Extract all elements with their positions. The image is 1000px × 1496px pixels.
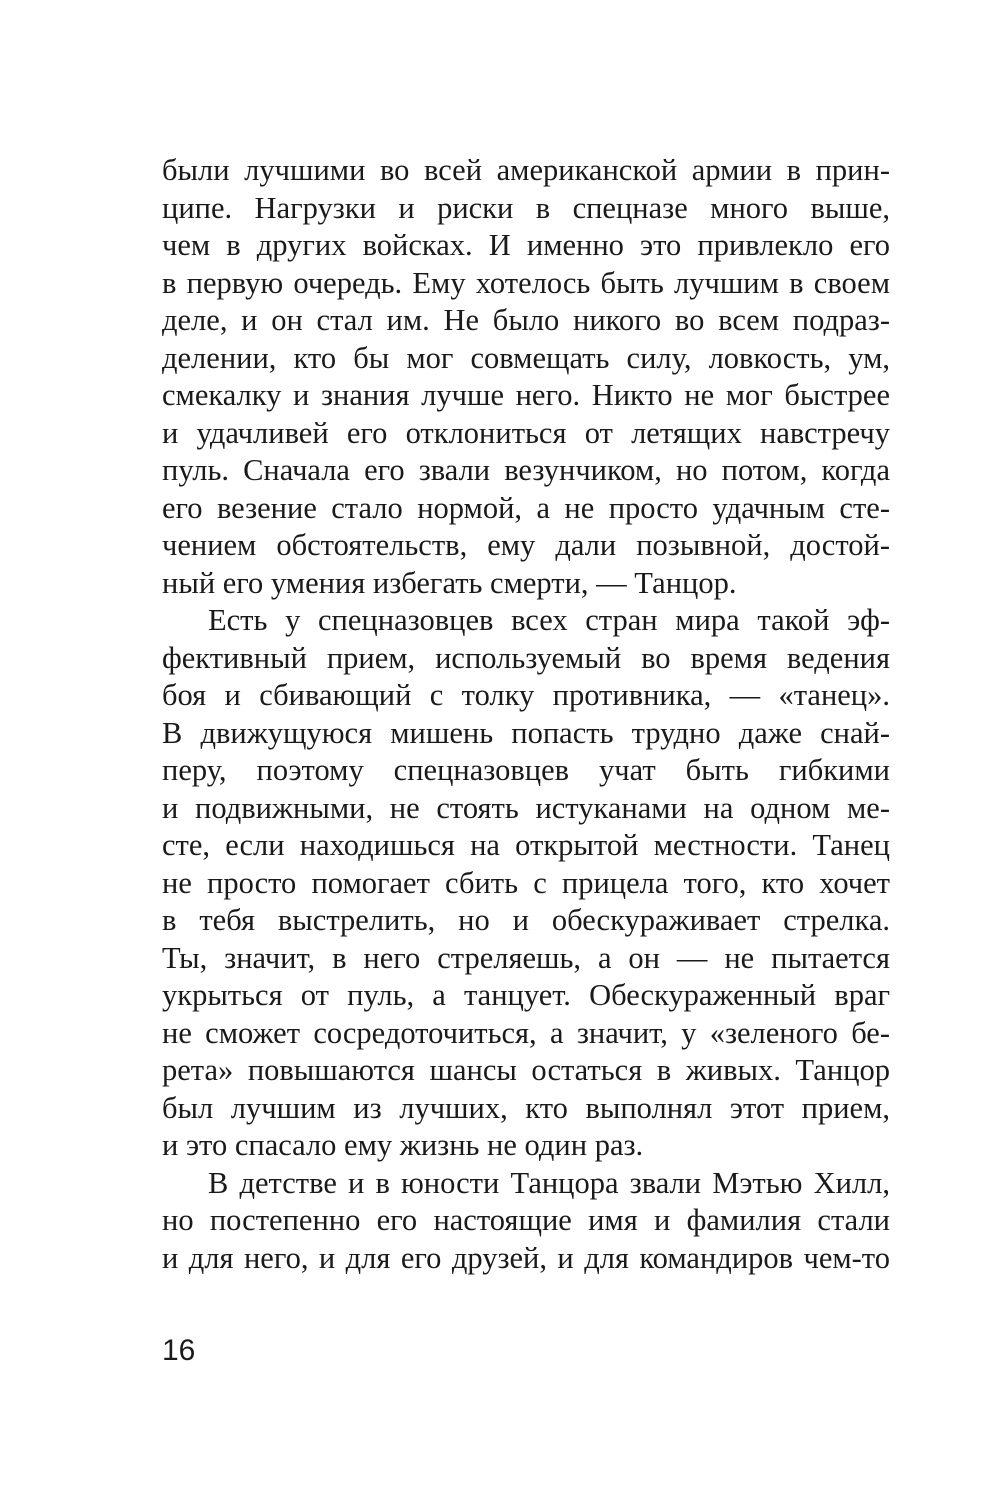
text-line: В движущуюся мишень попасть трудно даже снай- <box>162 715 890 750</box>
text-line: были лучшими во всей американской армии в прин- <box>162 153 890 187</box>
paragraph-end-line: ный его умения избегать смерти, — Танцор. <box>162 565 737 600</box>
text-line: и удачливей его отклониться от летящих навстречу <box>162 415 890 450</box>
text-line: сте, если находишься на открытой местности. Танец <box>162 828 890 862</box>
text-line: смекалку и знания лучше него. Никто не мог быстрее <box>162 378 890 412</box>
text-line: фективный прием, используемый во время ведения <box>162 640 890 675</box>
text-line: перу, поэтому спецназовцев учат быть гибкими <box>162 753 890 787</box>
text-line: в тебя выстрелить, но и обескураживает стрелка. <box>162 903 890 937</box>
text-line: деле, и он стал им. Не было никого во всем подраз- <box>162 303 890 337</box>
text-line: рета» повышаются шансы остаться в живых. Танцор <box>162 1053 890 1087</box>
text-line: но постепенно его настоящие имя и фамилия стали <box>162 1203 890 1237</box>
text-line: пуль. Сначала его звали везунчиком, но потом, когда <box>162 453 890 487</box>
paragraph-start-line: В детстве и в юности Танцора звали Мэтью Хилл, <box>208 1165 890 1200</box>
text-line: ципе. Нагрузки и риски в спецназе много выше, <box>162 190 890 225</box>
paragraph-end-line: и это спасало ему жизнь не один раз. <box>162 1128 644 1162</box>
text-line: укрыться от пуль, а танцует. Обескураженный враг <box>162 978 890 1012</box>
text-line: Ты, значит, в него стреляешь, а он — не пытается <box>162 940 890 975</box>
text-line: и для него, и для его друзей, и для командиров чем-то <box>162 1240 890 1275</box>
text-line: не просто помогает сбить с прицела того, кто хочет <box>162 865 890 900</box>
text-line: боя и сбивающий с толку противника, — «танец». <box>162 678 890 712</box>
text-line: чением обстоятельств, ему дали позывной, достой- <box>162 528 890 562</box>
text-line: и подвижными, не стоять истуканами на одном ме- <box>162 790 890 825</box>
text-line: чем в других войсках. И именно это привлекло его <box>162 228 890 262</box>
page-number: 16 <box>162 1334 196 1367</box>
body-text <box>162 152 890 1277</box>
text-line: делении, кто бы мог совмещать силу, ловкость, ум, <box>162 340 890 375</box>
text-line: не сможет сосредоточиться, а значит, у «зеленого бе- <box>162 1015 890 1050</box>
text-line: его везение стало нормой, а не просто удачным сте- <box>162 490 890 525</box>
text-line: в первую очередь. Ему хотелось быть лучшим в своем <box>162 265 890 300</box>
paragraph-start-line: Есть у спецназовцев всех стран мира такой эф- <box>208 603 890 637</box>
text-line: был лучшим из лучших, кто выполнял этот прием, <box>162 1090 890 1125</box>
